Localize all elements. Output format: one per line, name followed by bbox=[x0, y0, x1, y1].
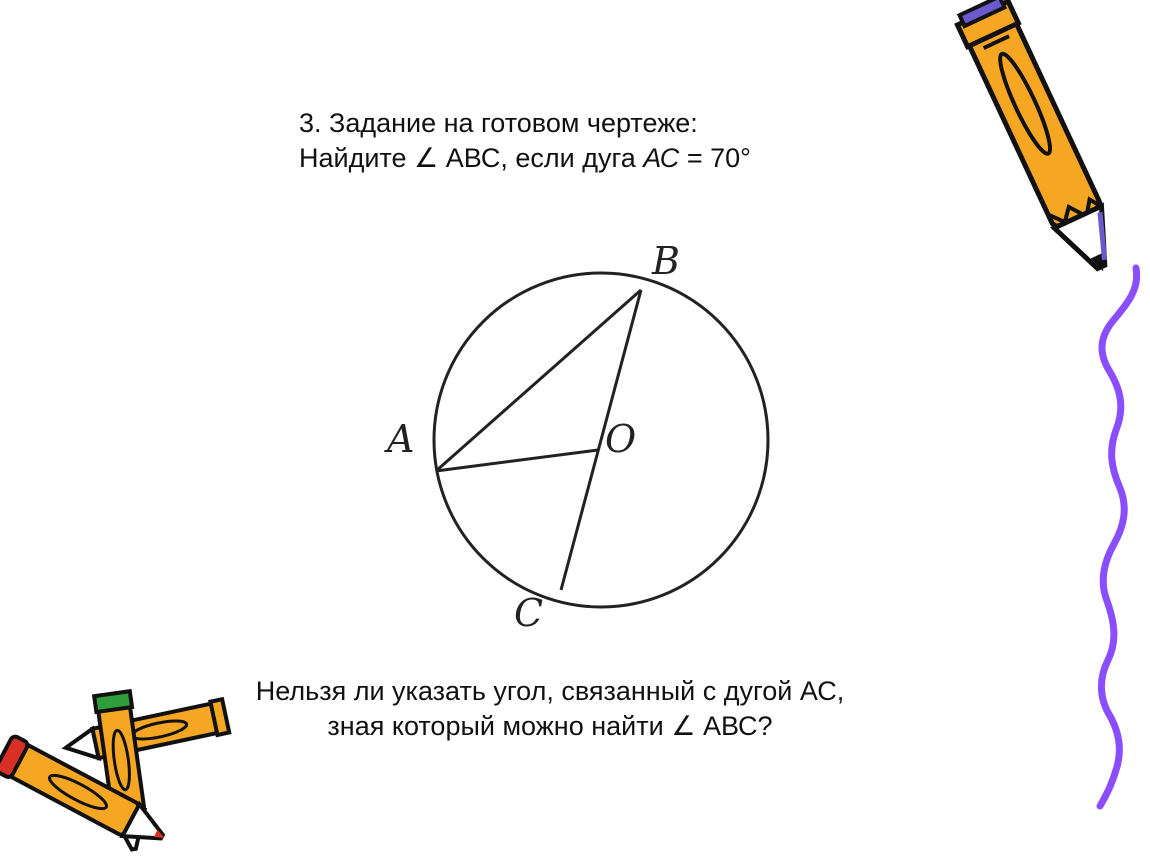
question-line-1: Нельзя ли указать угол, связанный с дугой АС, bbox=[255, 676, 845, 706]
point-label-a: A bbox=[387, 417, 415, 461]
angle-name: АВС bbox=[445, 143, 501, 173]
point-label-c: C bbox=[514, 591, 544, 635]
angle-symbol: ∠ bbox=[414, 143, 439, 173]
point-label-o: O bbox=[605, 417, 637, 461]
arc-value: 70° bbox=[710, 143, 751, 173]
point-label-b: B bbox=[652, 239, 680, 283]
question-angle-name: АВС? bbox=[702, 711, 773, 741]
task-prefix: Найдите bbox=[299, 143, 407, 173]
question-prefix: зная который можно найти bbox=[327, 711, 664, 741]
task-middle: , если дуга bbox=[500, 143, 636, 173]
equals-sign: = bbox=[686, 143, 703, 173]
task-title: 3. Задание на готовом чертеже: bbox=[299, 108, 698, 138]
arc-name: АС bbox=[643, 143, 680, 173]
question-angle-symbol: ∠ bbox=[671, 711, 696, 741]
